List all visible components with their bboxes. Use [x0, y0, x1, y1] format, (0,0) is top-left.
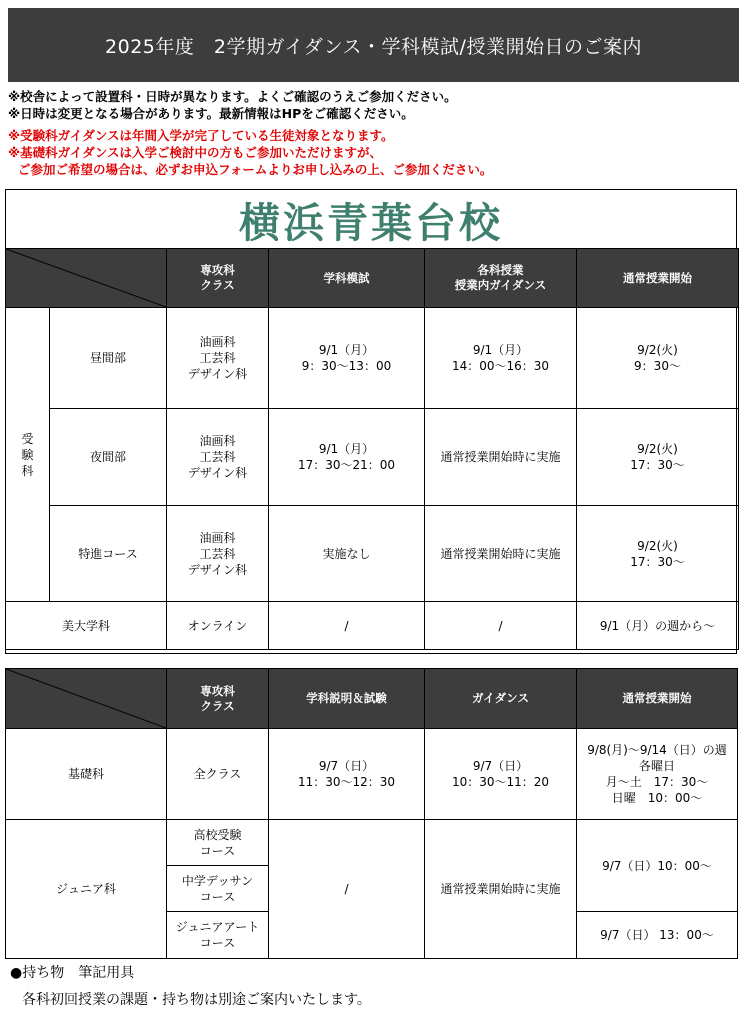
dept-cell: 基礎科 — [6, 729, 167, 820]
header-corner-cell — [6, 249, 167, 308]
header-class-start: 通常授業開始 — [577, 249, 739, 308]
class-cell: 油画科 工芸科 デザイン科 — [167, 506, 269, 602]
table-row — [6, 729, 738, 820]
dept-cell: 夜間部 — [50, 409, 167, 506]
basic-junior-table — [5, 668, 738, 959]
footer-note — [10, 962, 371, 1011]
exam-cell: / — [269, 820, 425, 959]
page-title: 2025年度 2学期ガイダンス・学科模試/授業開始日のご案内 — [105, 35, 642, 58]
table-header-row — [6, 669, 738, 729]
group-label-exam-course: 受 験 科 — [6, 308, 50, 602]
header-guidance: 各科授業 授業内ガイダンス — [425, 249, 577, 308]
dept-cell: 美大学科 — [6, 602, 167, 650]
diagonal-line — [6, 249, 166, 307]
guidance-cell: 通常授業開始時に実施 — [425, 820, 577, 959]
campus-name: 横浜青葉台校 — [239, 198, 503, 247]
mock-cell: / — [269, 602, 425, 650]
class-cell: オンライン — [167, 602, 269, 650]
header-explain-exam: 学科説明＆試験 — [269, 669, 425, 729]
class-cell: 油画科 工芸科 デザイン科 — [167, 409, 269, 506]
start-cell: 9/2(火) 17：30～ — [577, 409, 739, 506]
guidance-cell: 通常授業開始時に実施 — [425, 409, 577, 506]
header-corner-cell — [6, 669, 167, 729]
table-row — [6, 409, 739, 506]
guidance-cell: 通常授業開始時に実施 — [425, 506, 577, 602]
course-cell: ジュニアアート コース — [167, 912, 269, 959]
start-cell: 9/1（月）の週から～ — [577, 602, 739, 650]
diagonal-line — [6, 669, 166, 728]
header-class: 専攻科 クラス — [167, 669, 269, 729]
notice-line: ※校舎によって設置科・日時が異なります。よくご確認のうえご参加ください。 — [8, 89, 457, 104]
table-row — [6, 820, 738, 866]
course-cell: 高校受験 コース — [167, 820, 269, 866]
mock-cell: 実施なし — [269, 506, 425, 602]
notice-line-red: ※基礎科ガイダンスは入学ご検討中の方もご参加いただけますが、 — [8, 145, 383, 160]
mock-cell: 9/1（月） 17：30～21：00 — [269, 409, 425, 506]
notice-line-red: ※受験科ガイダンスは年間入学が完了している生徒対象となります。 — [8, 128, 394, 143]
table-row — [6, 602, 739, 650]
table-row — [6, 308, 739, 409]
footer-text: 各科初回授業の課題・持ち物は別途ご案内いたします。 — [22, 992, 371, 1008]
header-mock-exam: 学科模試 — [269, 249, 425, 308]
guidance-cell: 9/1（月） 14：00～16：30 — [425, 308, 577, 409]
start-cell: 9/2(火) 17：30～ — [577, 506, 739, 602]
table-header-row — [6, 249, 739, 308]
guidance-cell: / — [425, 602, 577, 650]
exam-course-table — [5, 248, 739, 650]
header-class-start: 通常授業開始 — [577, 669, 738, 729]
table-row — [6, 506, 739, 602]
page-title-bar — [8, 8, 739, 82]
notice-line: ※日時は変更となる場合があります。最新情報はHPをご確認ください。 — [8, 106, 414, 121]
class-cell: 油画科 工芸科 デザイン科 — [167, 308, 269, 409]
start-cell: 9/8(月)～9/14（日）の週 各曜日 月～土 17：30～ 日曜 10：00～ — [577, 729, 738, 820]
start-cell: 9/7（日） 13：00～ — [577, 912, 738, 959]
notice-block — [8, 88, 739, 178]
campus-schedule-frame — [5, 189, 737, 654]
dept-cell: 昼間部 — [50, 308, 167, 409]
course-cell: 中学デッサン コース — [167, 866, 269, 912]
notice-line-red: ご参加ご希望の場合は、必ずお申込フォームよりお申し込みの上、ご参加ください。 — [18, 162, 493, 177]
start-cell: 9/7（日）10：00～ — [577, 820, 738, 912]
class-cell: 全クラス — [167, 729, 269, 820]
dept-cell: 特進コース — [50, 506, 167, 602]
dept-cell: ジュニア科 — [6, 820, 167, 959]
header-class: 専攻科 クラス — [167, 249, 269, 308]
items-label: ●持ち物 筆記用具 — [10, 965, 135, 981]
guidance-cell: 9/7（日） 10：30～11：20 — [425, 729, 577, 820]
start-cell: 9/2(火) 9：30～ — [577, 308, 739, 409]
exam-cell: 9/7（日） 11：30～12：30 — [269, 729, 425, 820]
mock-cell: 9/1（月） 9：30～13：00 — [269, 308, 425, 409]
header-guidance: ガイダンス — [425, 669, 577, 729]
